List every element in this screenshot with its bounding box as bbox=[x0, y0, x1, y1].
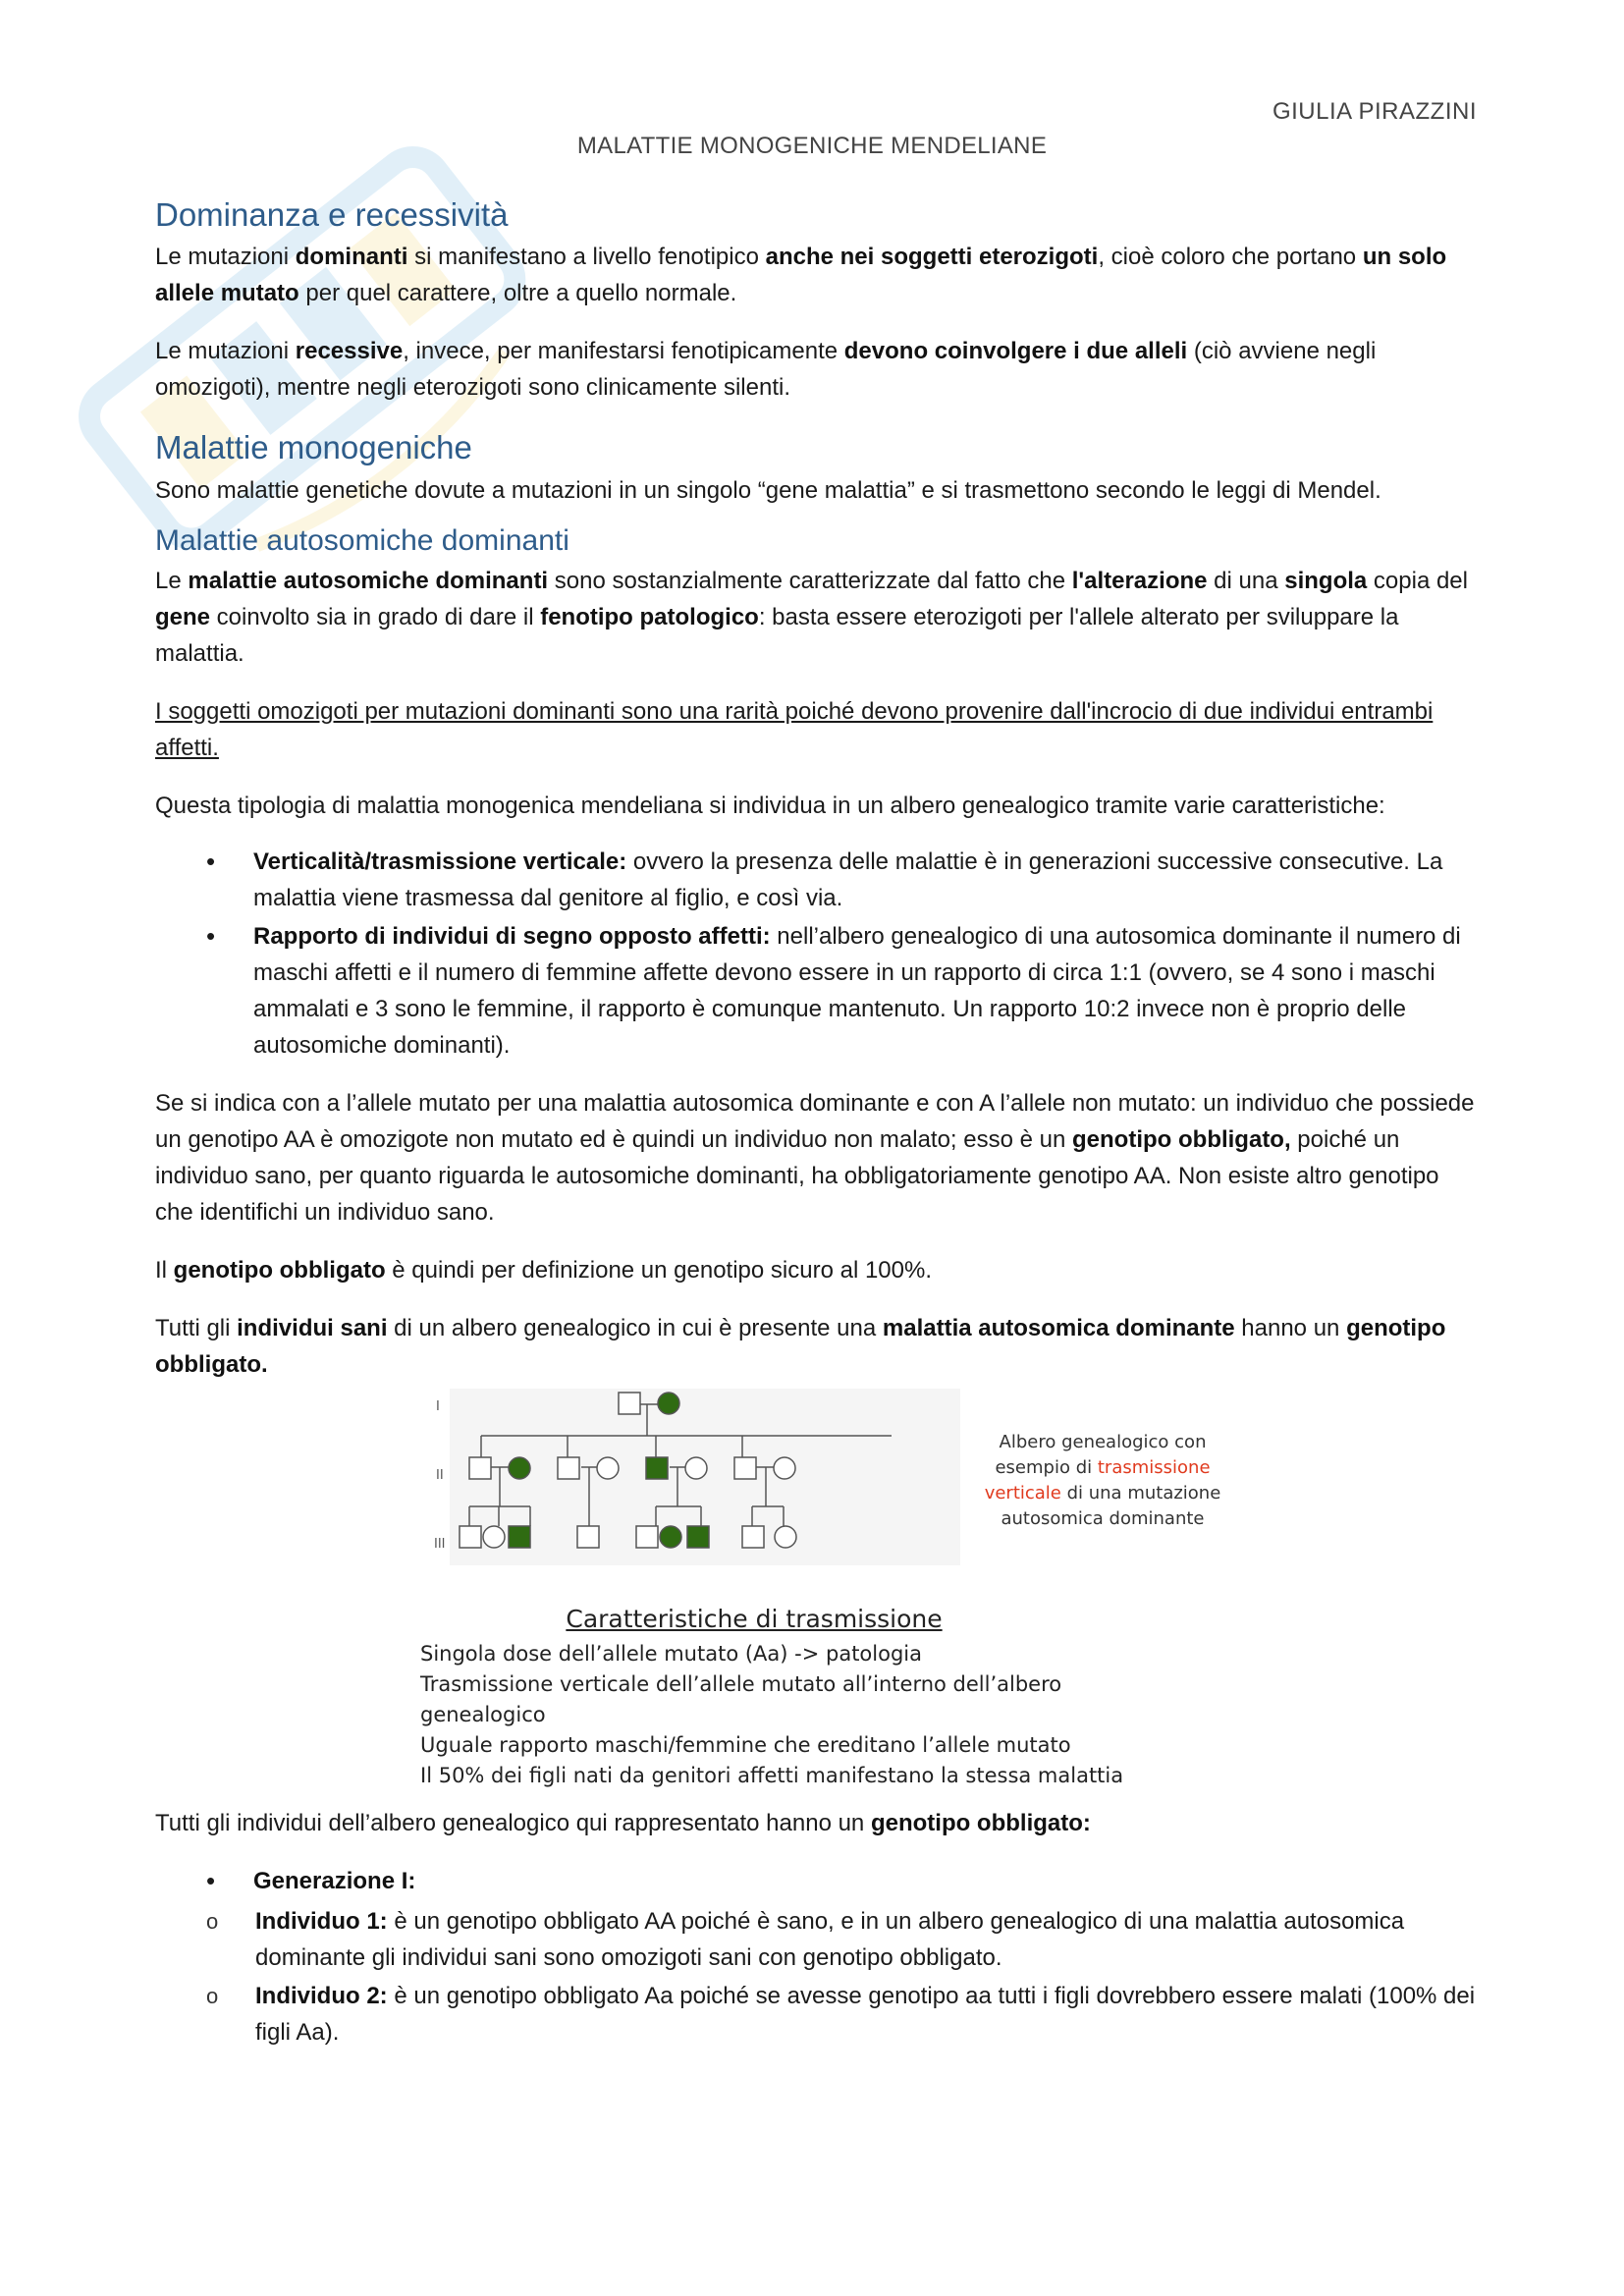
pedigree-caption bbox=[970, 1430, 1235, 1532]
bold-text: Individuo 2: bbox=[255, 1983, 388, 2009]
text-run: poiché un individuo sano, per quanto riguarda le autosomiche dominanti, ha obbligatoriamente genotipo AA. Non esiste altro genotipo che identifichi un individuo sano. bbox=[155, 1126, 1439, 1226]
text-run: Il bbox=[155, 1257, 174, 1284]
text-run: Questa tipologia di malattia monogenica mendeliana si individua in un albero genealogico tramite varie caratteristiche: bbox=[155, 793, 1385, 819]
bold-text: Individuo 1: bbox=[255, 1908, 388, 1935]
paragraph bbox=[155, 563, 1481, 672]
affected-female bbox=[658, 1393, 679, 1414]
text-run: copia del bbox=[1367, 568, 1468, 594]
generation-label-1: I bbox=[436, 1399, 440, 1414]
bold-text: dominanti bbox=[295, 244, 408, 271]
paragraph bbox=[155, 1310, 1481, 1383]
paragraph bbox=[155, 788, 1481, 824]
caption-line: autosomica dominante bbox=[1001, 1508, 1205, 1529]
paragraph bbox=[155, 333, 1481, 406]
bold-text: genotipo obbligato bbox=[173, 1257, 386, 1284]
transmission-line: Trasmissione verticale dell’allele mutato all’interno dell’albero bbox=[420, 1672, 1062, 1696]
list-item bbox=[255, 1978, 1481, 2050]
bold-text: individui sani bbox=[237, 1315, 388, 1341]
bold-text: un solo allele mutato bbox=[155, 244, 1447, 307]
caption-text: esempio di bbox=[995, 1457, 1098, 1478]
heading-autosomiche: Malattie autosomiche dominanti bbox=[155, 523, 569, 557]
text-run: Tutti gli individui dell’albero genealogico qui rappresentato hanno un bbox=[155, 1810, 871, 1836]
pedigree-figure bbox=[155, 1389, 1481, 1565]
text-run: nell’albero genealogico di una autosomica dominante il numero di maschi affetti e il numero di femmine affette devono essere in un rapporto di circa 1:1 (ovvero, se 4 sono i maschi ammalati e 3 sono le femmine, il rapporto è comunque mantenuto. Un rapporto 10:2 invece non è proprio delle autosomiche dominanti). bbox=[253, 923, 1461, 1059]
transmission-title: Caratteristiche di trasmissione bbox=[566, 1605, 943, 1633]
text-run: per quel carattere, oltre a quello normale. bbox=[298, 280, 737, 307]
list-item bbox=[253, 918, 1481, 1064]
text-run: (ciò avviene negli omozigoti), mentre negli eterozigoti sono clinicamente silenti. bbox=[155, 338, 1377, 402]
bold-text: malattie autosomiche dominanti bbox=[188, 568, 549, 594]
bold-text: genotipo obbligato. bbox=[155, 1315, 1446, 1378]
text-run: di un albero genealogico in cui è presente una bbox=[387, 1315, 883, 1341]
paragraph bbox=[155, 1085, 1481, 1230]
list-item bbox=[255, 1903, 1481, 1976]
individual-list bbox=[155, 1903, 1481, 2050]
pedigree-chart bbox=[430, 1389, 960, 1565]
paragraph bbox=[155, 472, 1481, 509]
paragraph bbox=[155, 1805, 1481, 1841]
list-item bbox=[253, 1863, 1481, 2050]
caption-line: Albero genealogico con bbox=[999, 1432, 1207, 1452]
bold-text: devono coinvolgere i due alleli bbox=[843, 338, 1188, 365]
heading-monogeniche: Malattie monogeniche bbox=[155, 429, 472, 466]
text-run: è un genotipo obbligato AA poiché è sano, e in un albero genealogico di una malattia autosomica dominante gli individui sani sono omozigoti sani con genotipo obbligato. bbox=[255, 1908, 1405, 1971]
caption-text: di una mutazione bbox=[1060, 1483, 1221, 1503]
generation-label-3: III bbox=[434, 1537, 446, 1552]
text-run: è un genotipo obbligato Aa poiché se avesse genotipo aa tutti i figli dovrebbero essere malati (100% dei figli Aa). bbox=[255, 1983, 1476, 2046]
paragraph bbox=[155, 239, 1481, 311]
bold-text: l'alterazione bbox=[1071, 568, 1208, 594]
bold-text: genotipo obbligato, bbox=[1072, 1126, 1291, 1153]
document-body bbox=[155, 194, 1481, 2072]
bold-text: Verticalità/trasmissione verticale: bbox=[253, 848, 627, 875]
paragraph bbox=[155, 1252, 1481, 1288]
text-run: di una bbox=[1207, 568, 1285, 594]
paragraph-underlined bbox=[155, 693, 1481, 766]
caption-highlight: verticale bbox=[984, 1483, 1061, 1503]
bold-text: genotipo obbligato: bbox=[870, 1810, 1091, 1836]
transmission-box bbox=[420, 1605, 1186, 1791]
text-run: coinvolto sia in grado di dare il bbox=[210, 604, 541, 630]
text-run: Sono malattie genetiche dovute a mutazioni in un singolo “gene malattia” e si trasmettono secondo le leggi di Mendel. bbox=[155, 476, 1381, 504]
text-run: sono sostanzialmente caratterizzate dal fatto che bbox=[548, 568, 1072, 594]
bold-text: fenotipo patologico bbox=[540, 604, 759, 630]
text-run: hanno un bbox=[1234, 1315, 1347, 1341]
transmission-line: Il 50% dei figli nati da genitori affetti manifestano la stessa malattia bbox=[420, 1764, 1124, 1787]
caption-line bbox=[970, 1481, 1235, 1506]
author-name: GIULIA PIRAZZINI bbox=[1272, 98, 1477, 125]
text-run: si manifestano a livello fenotipico bbox=[407, 244, 766, 271]
text-run: , cioè coloro che portano bbox=[1098, 244, 1363, 271]
text-run: Le mutazioni bbox=[155, 244, 296, 271]
generation-label: Generazione I: bbox=[253, 1868, 416, 1894]
list-item bbox=[253, 844, 1481, 916]
bold-text: gene bbox=[155, 604, 211, 630]
transmission-line: Singola dose dell’allele mutato (Aa) -> patologia bbox=[420, 1642, 922, 1666]
heading-dominanza: Dominanza e recessività bbox=[155, 196, 509, 233]
text-run: ovvero la presenza delle malattie è in generazioni successive consecutive. La malattia viene trasmessa dal genitore al figlio, e così via. bbox=[253, 848, 1443, 911]
bold-text: malattia autosomica dominante bbox=[882, 1315, 1235, 1341]
text-run: I soggetti omozigoti per mutazioni dominanti sono una rarità poiché devono provenire dall'incrocio di due individui entrambi affetti. bbox=[155, 698, 1434, 761]
document-title: MALATTIE MONOGENICHE MENDELIANE bbox=[576, 133, 1048, 159]
generation-list bbox=[155, 1863, 1481, 2050]
bold-text: singola bbox=[1284, 568, 1368, 594]
transmission-line: Uguale rapporto maschi/femmine che ereditano l’allele mutato bbox=[420, 1733, 1071, 1757]
text-run: Se si indica con a l’allele mutato per una malattia autosomica dominante e con A l’allele non mutato: un individuo che possiede un genotipo AA è omozigote non mutato ed è quindi un individuo non malato; esso è un bbox=[155, 1090, 1475, 1153]
text-run: Le mutazioni bbox=[155, 338, 296, 365]
bold-text: recessive bbox=[295, 338, 404, 365]
text-run: Le bbox=[155, 568, 189, 594]
text-run: Tutti gli bbox=[155, 1315, 238, 1341]
text-run: è quindi per definizione un genotipo sicuro al 100%. bbox=[385, 1257, 933, 1284]
characteristics-list bbox=[155, 844, 1481, 1064]
text-run: , invece, per manifestarsi fenotipicamente bbox=[403, 338, 844, 365]
generation-label-2: II bbox=[436, 1468, 444, 1483]
text-run: : basta essere eterozigoti per l'allele alterato per sviluppare la malattia. bbox=[155, 604, 1399, 667]
transmission-line: genealogico bbox=[420, 1703, 546, 1726]
bold-text: Rapporto di individui di segno opposto affetti: bbox=[253, 923, 771, 950]
bold-text: anche nei soggetti eterozigoti bbox=[765, 244, 1099, 271]
caption-line bbox=[970, 1455, 1235, 1481]
caption-highlight: trasmissione bbox=[1097, 1457, 1211, 1478]
